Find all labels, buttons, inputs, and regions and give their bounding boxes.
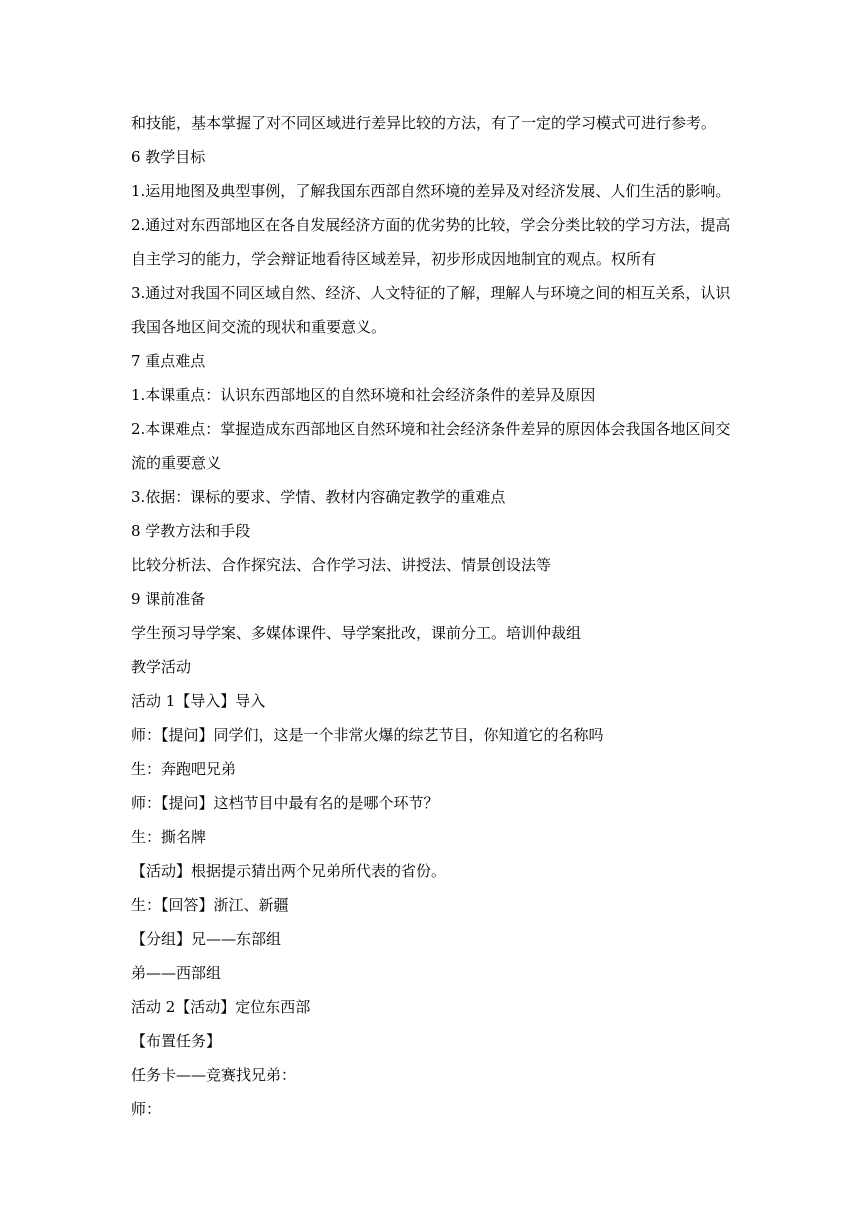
dialogue-line: 师：【提问】这档节目中最有名的是哪个环节？: [131, 794, 439, 812]
text-line: 【布置任务】: [131, 1032, 222, 1050]
text-line: 和技能，基本掌握了对不同区域进行差异比较的方法，有了一定的学习模式可进行参考。: [131, 114, 717, 132]
text-line: 1.运用地图及典型事例，了解我国东西部自然环境的差异及对经济发展、人们生活的影响。: [131, 182, 731, 200]
section-heading: 8 学教方法和手段: [131, 522, 251, 540]
section-heading: 9 课前准备: [131, 590, 206, 608]
text-line: 自主学习的能力，学会辩证地看待区域差异，初步形成因地制宜的观点。权所有: [131, 250, 657, 268]
section-heading: 7 重点难点: [131, 352, 206, 370]
dialogue-line: 生：奔跑吧兄弟: [131, 760, 237, 778]
text-line: 2.通过对东西部地区在各自发展经济方面的优劣势的比较，学会分类比较的学习方法，提高: [131, 216, 731, 234]
text-line: 3.通过对我国不同区域自然、经济、人文特征的了解，理解人与环境之间的相互关系，认识: [131, 284, 731, 302]
text-line: 流的重要意义: [131, 454, 222, 472]
text-line: 【活动】根据提示猜出两个兄弟所代表的省份。: [131, 862, 447, 880]
text-line: 3.依据：课标的要求、学情、教材内容确定教学的重难点: [131, 488, 506, 506]
text-line: 弟——西部组: [131, 964, 222, 982]
section-heading: 教学活动: [131, 658, 192, 676]
text-line: 学生预习导学案、多媒体课件、导学案批改，课前分工。培训仲裁组: [131, 624, 582, 642]
text-line: 1.本课重点：认识东西部地区的自然环境和社会经济条件的差异及原因: [131, 386, 596, 404]
activity-heading: 活动 1【导入】导入: [131, 692, 266, 710]
section-heading: 6 教学目标: [131, 148, 206, 166]
document-body: [131, 106, 751, 1126]
text-line: 【分组】兄——东部组: [131, 930, 282, 948]
text-line: 2.本课难点：掌握造成东西部地区自然环境和社会经济条件差异的原因体会我国各地区间交: [131, 420, 731, 438]
activity-heading: 活动 2【活动】定位东西部: [131, 998, 311, 1016]
text-line: 任务卡——竞赛找兄弟：: [131, 1066, 297, 1084]
dialogue-line: 生：撕名牌: [131, 828, 207, 846]
dialogue-line: 师：: [131, 1100, 162, 1118]
dialogue-line: 师：【提问】同学们，这是一个非常火爆的综艺节目，你知道它的名称吗: [131, 726, 604, 744]
dialogue-line: 生：【回答】浙江、新疆: [131, 896, 289, 914]
text-line: 我国各地区间交流的现状和重要意义。: [131, 318, 387, 336]
text-line: 比较分析法、合作探究法、合作学习法、讲授法、情景创设法等: [131, 556, 552, 574]
